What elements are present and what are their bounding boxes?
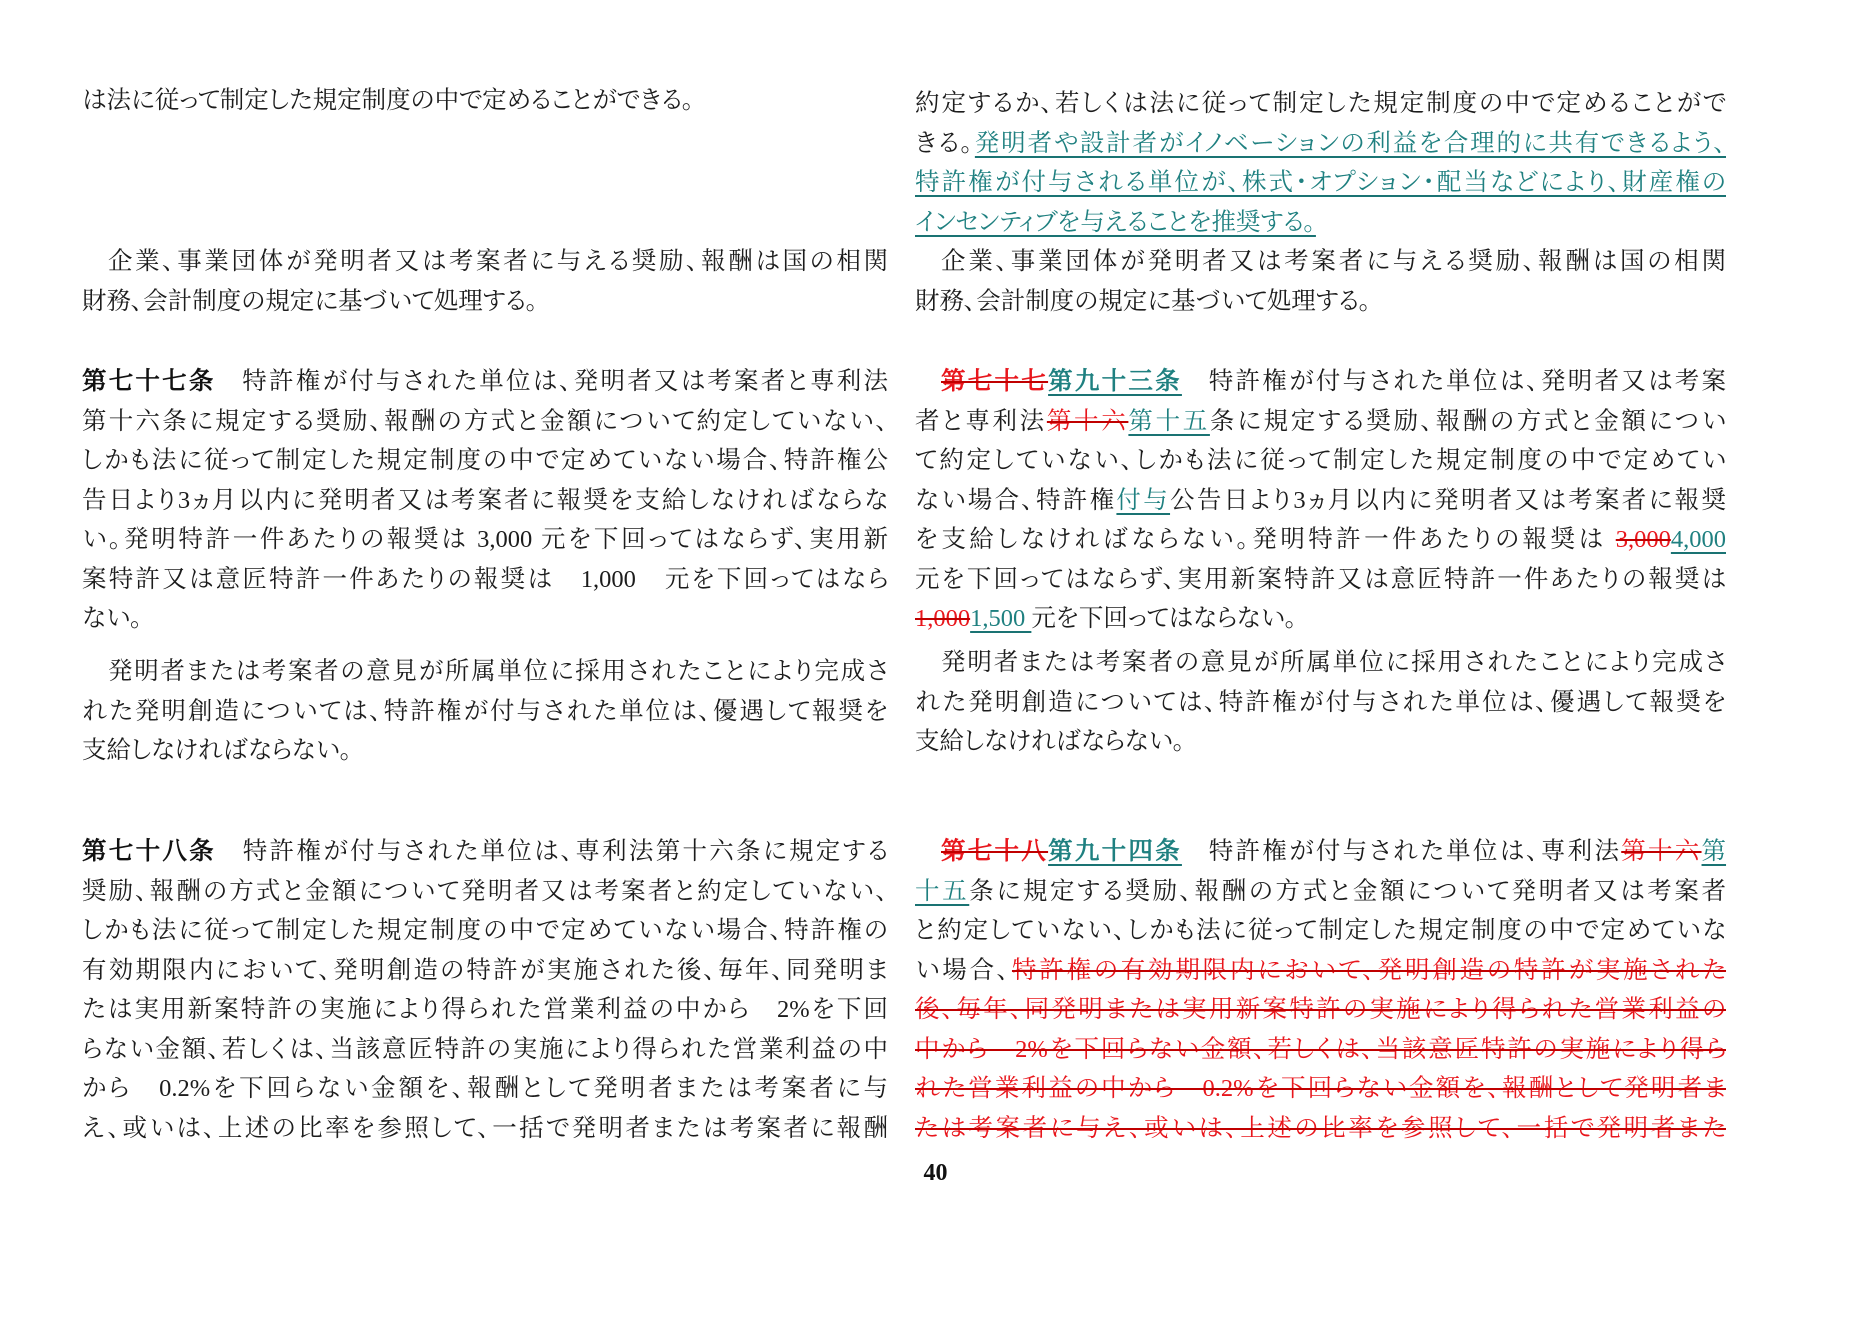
text-line bbox=[915, 362, 1726, 402]
text-segment: たは実用新案特許の実施により得られた営業利益の中から 2%を下回 bbox=[82, 996, 888, 1023]
text-line bbox=[915, 683, 1726, 723]
paragraph-continuation bbox=[82, 81, 888, 121]
text-line bbox=[82, 481, 888, 521]
text-line bbox=[82, 692, 888, 732]
text-segment: 者と専利法 bbox=[915, 407, 1047, 435]
paragraph-enterprise-rewards bbox=[82, 242, 888, 321]
text-segment: 発明者または考案者の意見が所属単位に採用されたことにより完成さ bbox=[108, 658, 888, 685]
text-segment: え、或いは、上述の比率を参照して、一括で発明者または考案者に報酬 bbox=[82, 1114, 888, 1142]
text-segment: 特許権が付与された単位は、専利法 bbox=[1181, 838, 1622, 865]
paragraph-continuation-revised bbox=[915, 84, 1726, 321]
text-segment: は法に従って制定した規定制度の中で定めることができる。 bbox=[82, 87, 695, 114]
deleted-text: 特許権の有効期限内において、発明創造の特許が実施された bbox=[1011, 956, 1727, 984]
text-line bbox=[82, 81, 888, 121]
text-line bbox=[915, 441, 1726, 481]
text-line bbox=[915, 1109, 1726, 1149]
text-segment: て約定していない、しかも法に従って制定した規定制度の中で定めてい bbox=[915, 447, 1726, 474]
text-segment: 有効期限内において、発明創造の特許が実施された後、毎年、同発明ま bbox=[82, 956, 888, 984]
text-segment: 企業、事業団体が発明者又は考案者に与える奨励、報酬は国の相関 bbox=[941, 248, 1726, 275]
text-segment: い場合、 bbox=[915, 956, 1012, 984]
text-line bbox=[915, 832, 1726, 872]
text-line bbox=[82, 872, 888, 912]
inserted-text: 第十五 bbox=[1128, 407, 1210, 435]
text-line bbox=[915, 951, 1726, 991]
inserted-article-heading: 第九十四条 bbox=[1048, 838, 1182, 865]
text-line bbox=[915, 124, 1726, 164]
text-line bbox=[915, 560, 1726, 600]
text-line bbox=[82, 1069, 888, 1109]
text-line bbox=[82, 242, 888, 282]
text-line bbox=[82, 362, 888, 402]
inserted-text: インセンティブを与えることを推奨する。 bbox=[915, 208, 1316, 236]
text-line bbox=[915, 872, 1726, 912]
text-line bbox=[82, 441, 888, 481]
article-78-original bbox=[82, 832, 888, 1148]
text-line bbox=[82, 832, 888, 872]
text-segment: しかも法に従って制定した規定制度の中で定めていない場合、特許権の bbox=[82, 917, 888, 944]
text-segment: 約定するか、若しくは法に従って制定した規定制度の中で定めることがで bbox=[915, 90, 1726, 117]
text-segment: 特許権が付与された単位は、専利法第十六条に規定する bbox=[215, 838, 889, 865]
text-line bbox=[82, 911, 888, 951]
text-segment: らない金額、若しくは、当該意匠特許の実施により得られた営業利益の中 bbox=[82, 1035, 888, 1063]
text-segment: 条に規定する奨励、報酬の方式と金額について発明者又は考案者 bbox=[969, 877, 1726, 905]
text-segment: きる。 bbox=[915, 129, 975, 157]
inserted-text: 特許権が付与される単位が、株式・オプション・配当などにより、財産権の bbox=[915, 169, 1726, 196]
text-line bbox=[915, 242, 1726, 282]
text-segment: と約定していない、しかも法に従って制定した規定制度の中で定めていな bbox=[915, 917, 1726, 944]
inserted-text: 4,000 bbox=[1670, 526, 1726, 553]
deleted-text: れた営業利益の中から 0.2%を下回らない金額を、報酬として発明者ま bbox=[915, 1075, 1726, 1102]
text-line bbox=[915, 481, 1726, 521]
text-line bbox=[915, 1030, 1726, 1070]
text-line bbox=[82, 282, 888, 322]
inserted-text: 十五 bbox=[915, 877, 970, 905]
text-line bbox=[82, 599, 888, 639]
inserted-text: 付与 bbox=[1116, 486, 1171, 514]
text-segment: 特許権が付与された単位は、発明者又は考案 bbox=[1181, 368, 1726, 395]
text-segment: い。発明特許一件あたりの報奨は 3,000 元を下回ってはならず、実用新 bbox=[82, 526, 888, 553]
text-segment: しかも法に従って制定した規定制度の中で定めていない場合、特許権公 bbox=[82, 447, 888, 474]
text-segment: 奨励、報酬の方式と金額について発明者又は考案者と約定していない、 bbox=[82, 877, 888, 905]
deleted-text: 後、毎年、同発明または実用新案特許の実施により得られた営業利益の bbox=[915, 996, 1726, 1023]
deleted-text: たは考案者に与え、或いは、上述の比率を参照して、一括で発明者また bbox=[915, 1114, 1726, 1142]
text-segment: 財務、会計制度の規定に基づいて処理する。 bbox=[915, 287, 1372, 315]
text-segment: 条に規定する奨励、報酬の方式と金額につい bbox=[1209, 407, 1727, 435]
text-segment: 特許権が付与された単位は、発明者又は考案者と専利法 bbox=[215, 368, 889, 395]
page-number: 40 bbox=[923, 1160, 948, 1186]
text-line bbox=[915, 599, 1726, 639]
text-segment: 案特許又は意匠特許一件あたりの報奨は 1,000 元を下回ってはなら bbox=[82, 565, 888, 593]
text-line bbox=[915, 520, 1726, 560]
inserted-text: 発明者や設計者がイノベーションの利益を合理的に共有できるよう、 bbox=[974, 129, 1726, 157]
text-segment: から 0.2%を下回らない金額を、報酬として発明者または考案者に与 bbox=[82, 1075, 888, 1102]
text-segment: 支給しなければならない。 bbox=[82, 737, 353, 764]
text-segment: 公告日より3ヵ月以内に発明者又は考案者に報奨 bbox=[1170, 486, 1726, 514]
text-line bbox=[82, 990, 888, 1030]
inserted-text: 1,500 bbox=[970, 605, 1032, 632]
article-94-revised bbox=[915, 832, 1726, 1148]
article-77-paragraph-2-original bbox=[82, 652, 888, 771]
text-line bbox=[82, 1109, 888, 1149]
text-segment: ない場合、特許権 bbox=[915, 486, 1117, 514]
deleted-text: 第十六 bbox=[1621, 838, 1702, 865]
text-line bbox=[915, 990, 1726, 1030]
text-line bbox=[82, 402, 888, 442]
text-line bbox=[82, 1030, 888, 1070]
text-line bbox=[82, 652, 888, 692]
text-segment: 元を下回ってはならない。 bbox=[1031, 605, 1298, 632]
inserted-text: 第 bbox=[1701, 838, 1727, 865]
text-segment: 企業、事業団体が発明者又は考案者に与える奨励、報酬は国の相関 bbox=[108, 248, 888, 275]
deleted-text: 3,000 bbox=[1615, 526, 1671, 553]
text-segment: 第十六条に規定する奨励、報酬の方式と金額について約定していない、 bbox=[82, 407, 888, 435]
text-line bbox=[915, 1069, 1726, 1109]
text-line bbox=[915, 722, 1726, 762]
article-77-original bbox=[82, 362, 888, 639]
text-segment: を支給しなければならない。発明特許一件あたりの報奨は bbox=[915, 526, 1616, 553]
text-line bbox=[82, 560, 888, 600]
text-segment: 支給しなければならない。 bbox=[915, 728, 1186, 755]
text-line bbox=[915, 911, 1726, 951]
inserted-article-heading: 第九十三条 bbox=[1048, 368, 1182, 395]
text-line bbox=[915, 282, 1726, 322]
text-segment: ない。 bbox=[82, 605, 143, 632]
text-line bbox=[915, 203, 1726, 243]
text-segment: れた発明創造については、特許権が付与された単位は、優遇して報奨を bbox=[915, 688, 1726, 716]
article-heading: 第七十七条 bbox=[82, 368, 216, 395]
text-line bbox=[82, 731, 888, 771]
text-segment: 元を下回ってはならず、実用新案特許又は意匠特許一件あたりの報奨は bbox=[915, 565, 1726, 593]
text-segment: 発明者または考案者の意見が所属単位に採用されたことにより完成さ bbox=[941, 649, 1726, 676]
deleted-article-heading: 第七十七 bbox=[941, 368, 1049, 395]
text-line bbox=[915, 643, 1726, 683]
article-93-revised bbox=[915, 362, 1726, 639]
text-line bbox=[915, 84, 1726, 124]
article-93-paragraph-2-revised bbox=[915, 643, 1726, 762]
deleted-text: 第十六 bbox=[1046, 407, 1129, 435]
deleted-text: 1,000 bbox=[915, 605, 971, 632]
article-heading: 第七十八条 bbox=[82, 838, 216, 865]
text-line bbox=[82, 951, 888, 991]
text-segment: 告日より3ヵ月以内に発明者又は考案者に報奨を支給しなければならな bbox=[82, 486, 888, 514]
text-line bbox=[82, 520, 888, 560]
deleted-text: 中から 2%を下回らない金額、若しくは、当該意匠特許の実施により得ら bbox=[915, 1035, 1726, 1063]
text-line bbox=[915, 402, 1726, 442]
text-segment: れた発明創造については、特許権が付与された単位は、優遇して報奨を bbox=[82, 697, 888, 725]
text-line bbox=[915, 163, 1726, 203]
text-segment: 財務、会計制度の規定に基づいて処理する。 bbox=[82, 287, 539, 315]
deleted-article-heading: 第七十八 bbox=[941, 838, 1049, 865]
